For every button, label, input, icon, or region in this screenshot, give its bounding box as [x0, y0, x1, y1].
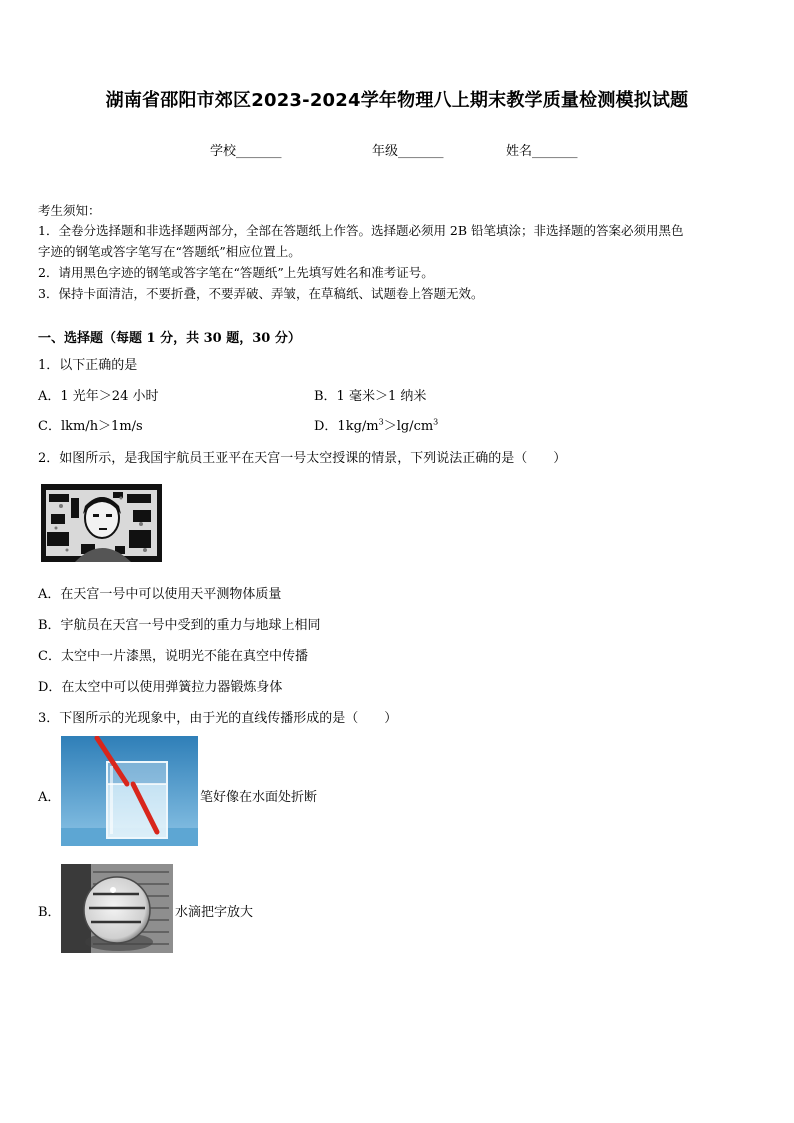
question-1-option-a[interactable]: A．1 光年＞24 小时: [38, 389, 159, 404]
option-d-sup-1: 3: [378, 417, 384, 427]
question-1-option-b[interactable]: B．1 毫米＞1 纳米: [314, 389, 427, 404]
question-2-option-c[interactable]: C．太空中一片漆黑，说明光不能在真空中传播: [38, 649, 308, 664]
option-d-prefix: D．1kg/m: [314, 419, 379, 434]
astronaut-lecture-photo: [41, 484, 162, 562]
question-3-stem: 3．下图所示的光现象中，由于光的直线传播形成的是（ ）: [38, 711, 398, 726]
school-field[interactable]: 学校_______: [210, 144, 282, 159]
water-drop-magnifier-photo: [61, 864, 173, 953]
question-3-option-b-label[interactable]: B．: [38, 905, 61, 920]
notice-item-1-line-1: 1．全卷分选择题和非选择题两部分，全部在答题纸上作答。选择题必须用 2B 铅笔填涂；非选择题的答案必须用黑色: [38, 223, 684, 238]
question-3-option-b-text: 水滴把字放大: [175, 905, 254, 920]
pencil-in-water-photo: [61, 736, 198, 846]
page-title: 湖南省邵阳市郊区2023-2024学年物理八上期末教学质量检测模拟试题: [105, 90, 689, 111]
notice-item-3: 3．保持卡面清洁，不要折叠，不要弄破、弄皱，在草稿纸、试题卷上答题无效。: [38, 286, 484, 301]
name-field[interactable]: 姓名_______: [506, 144, 578, 159]
notice-item-1-line-2: 字迹的钢笔或答字笔写在“答题纸”相应位置上。: [38, 244, 301, 259]
notice-item-2: 2．请用黑色字迹的钢笔或答字笔在“答题纸”上先填写姓名和准考证号。: [38, 265, 434, 280]
question-1-stem: 1．以下正确的是: [38, 358, 138, 373]
question-2-option-a[interactable]: A．在天宫一号中可以使用天平测物体质量: [38, 587, 282, 602]
question-3-option-a-label[interactable]: A．: [38, 790, 61, 805]
question-2-option-b[interactable]: B．宇航员在天宫一号中受到的重力与地球上相同: [38, 618, 321, 633]
grade-field[interactable]: 年级_______: [372, 144, 444, 159]
option-d-mid: ＞lg/cm: [383, 419, 434, 434]
option-d-sup-2: 3: [433, 417, 439, 427]
question-1-option-c[interactable]: C．lkm/h＞1m/s: [38, 419, 143, 434]
question-2-stem: 2．如图所示，是我国宇航员王亚平在天宫一号太空授课的情景，下列说法正确的是（ ）: [38, 451, 567, 466]
question-1-option-d[interactable]: [314, 415, 438, 434]
notice-heading: 考生须知：: [38, 203, 101, 218]
section-heading-choice: 一、选择题（每题 1 分，共 30 题，30 分）: [38, 331, 301, 346]
question-3-option-a-text: 笔好像在水面处折断: [200, 790, 318, 805]
question-2-option-d[interactable]: D．在太空中可以使用弹簧拉力器锻炼身体: [38, 680, 283, 695]
